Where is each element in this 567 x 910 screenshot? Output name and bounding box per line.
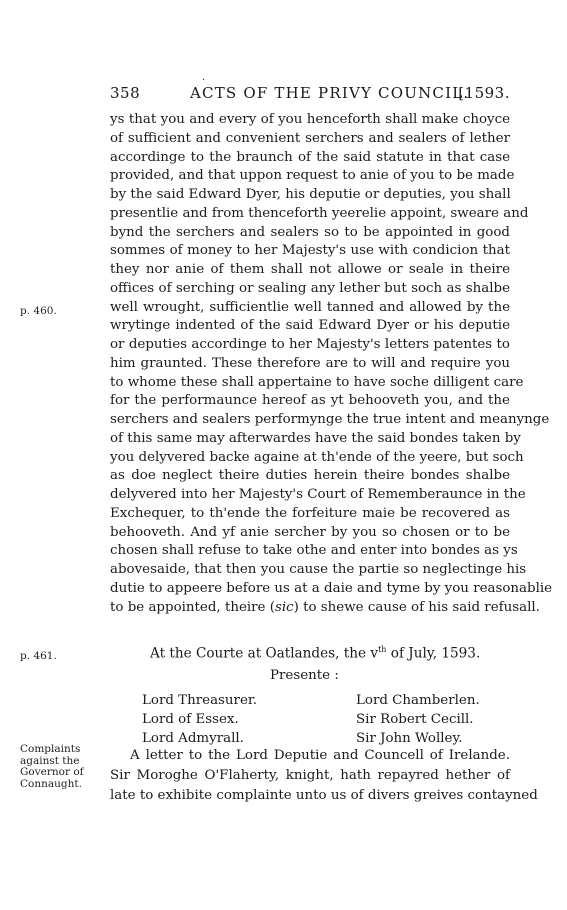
attendees-left-column — [142, 691, 257, 748]
attendee: Lord Chamberlen. — [356, 693, 480, 708]
text-line: to whome these shall appertaine to have soche dilligent care — [110, 374, 524, 390]
attendees-right-column — [356, 691, 480, 748]
text-line: abovesaide, that then you cause the partie so neglectinge his — [110, 562, 527, 577]
heading-text: At the Courte at Oatlandes, the v — [150, 645, 379, 662]
text-line: presentlie and from thenceforth yeerelie appoint, sweare and — [110, 205, 529, 221]
attendee: Lord Threasurer. — [142, 693, 258, 708]
margin-note-line: Complaints — [20, 743, 81, 755]
running-header — [110, 84, 510, 106]
text-line: well wrought, sufficientlie well tanned and allowed by the — [110, 299, 510, 315]
margin-note-line: against the — [20, 754, 80, 767]
attendee: Lord of Essex. — [142, 712, 239, 727]
text-line: accordinge to the braunch of the said statute in that case — [110, 149, 510, 165]
running-title: ACTS OF THE PRIVY COUNCIL. — [190, 84, 470, 102]
attendee: Sir Robert Cecill. — [356, 712, 474, 727]
text-line: to be appointed, theire (sic) to shewe cause of his said refusall. — [110, 599, 540, 615]
text-line: of sufficient and convenient serchers and sealers of lether — [110, 130, 510, 146]
heading-superscript: th — [378, 645, 387, 654]
text-line: him graunted. These therefore are to will and require you — [110, 355, 510, 371]
attendee: Lord Admyrall. — [142, 731, 244, 746]
heading-date: of July, 1593. — [386, 645, 481, 662]
text-line: Sir Moroghe O'Flaherty, knight, hath repayred hether of — [110, 768, 510, 783]
text-line: sommes of money to her Majesty's use with condicion that — [110, 243, 510, 259]
text-line: ys that you and every of you henceforth shall make choyce — [110, 112, 510, 127]
text-line: behooveth. And yf anie sercher by you so chosen or to be — [110, 524, 510, 540]
text-line: wrytinge indented of the said Edward Dyer or his deputie — [110, 318, 510, 334]
text-line: bynd the serchers and sealers so to be appointed in good — [110, 224, 510, 240]
margin-note-complaints — [20, 744, 98, 790]
page-number: 358 — [110, 84, 141, 102]
section-heading — [150, 645, 500, 662]
sic-italic: sic — [274, 599, 294, 615]
text-line: you delyvered backe againe at th'ende of the yeere, but soch — [110, 449, 524, 465]
text-line: serchers and sealers performynge the true intent and meanynge — [110, 412, 550, 427]
text-line: late to exhibite complainte unto us of divers greives contayned — [110, 788, 538, 803]
text-line: of this same may afterwardes have the said bondes taken by — [110, 430, 521, 446]
margin-note-line: Connaught. — [20, 777, 82, 790]
text-line: A letter to the Lord Deputie and Councell of Irelande. — [130, 748, 510, 763]
header-dot: . — [202, 72, 206, 83]
letter-paragraph — [110, 746, 538, 806]
text-line: as doe neglect theire duties herein theire bondes shalbe — [110, 468, 510, 484]
text-line: offices of serching or sealing any lether but soch as shalbe — [110, 280, 510, 296]
text-line: Exchequer, to th'ende the forfeiture maie be recovered as — [110, 505, 510, 521]
attendee: Sir John Wolley. — [356, 731, 463, 746]
margin-note-p460: p. 460. — [20, 305, 57, 317]
margin-note-p461: p. 461. — [20, 650, 57, 662]
text-line: dutie to appeere before us at a daie and tyme by you reasonablie — [110, 580, 553, 596]
text-line: they nor anie of them shall not allowe or seale in theire — [110, 262, 510, 277]
text-line: provided, and that uppon request to anie of you to be made — [110, 168, 515, 184]
header-year: [1593. — [458, 84, 510, 102]
text-line: by the said Edward Dyer, his deputie or deputies, you shall — [110, 187, 511, 202]
presente-label: Presente : — [270, 668, 339, 683]
text-line: or deputies accordinge to her Majesty's letters patentes to — [110, 337, 510, 352]
margin-note-line: Governor of — [20, 766, 84, 778]
text-line: delyvered into her Majesty's Court of Rememberaunce in the — [110, 487, 526, 502]
text-line: for the performaunce hereof as yt behooveth you, and the — [110, 393, 510, 409]
text-line: chosen shall refuse to take othe and enter into bondes as ys — [110, 543, 518, 559]
body-paragraph — [110, 111, 553, 617]
